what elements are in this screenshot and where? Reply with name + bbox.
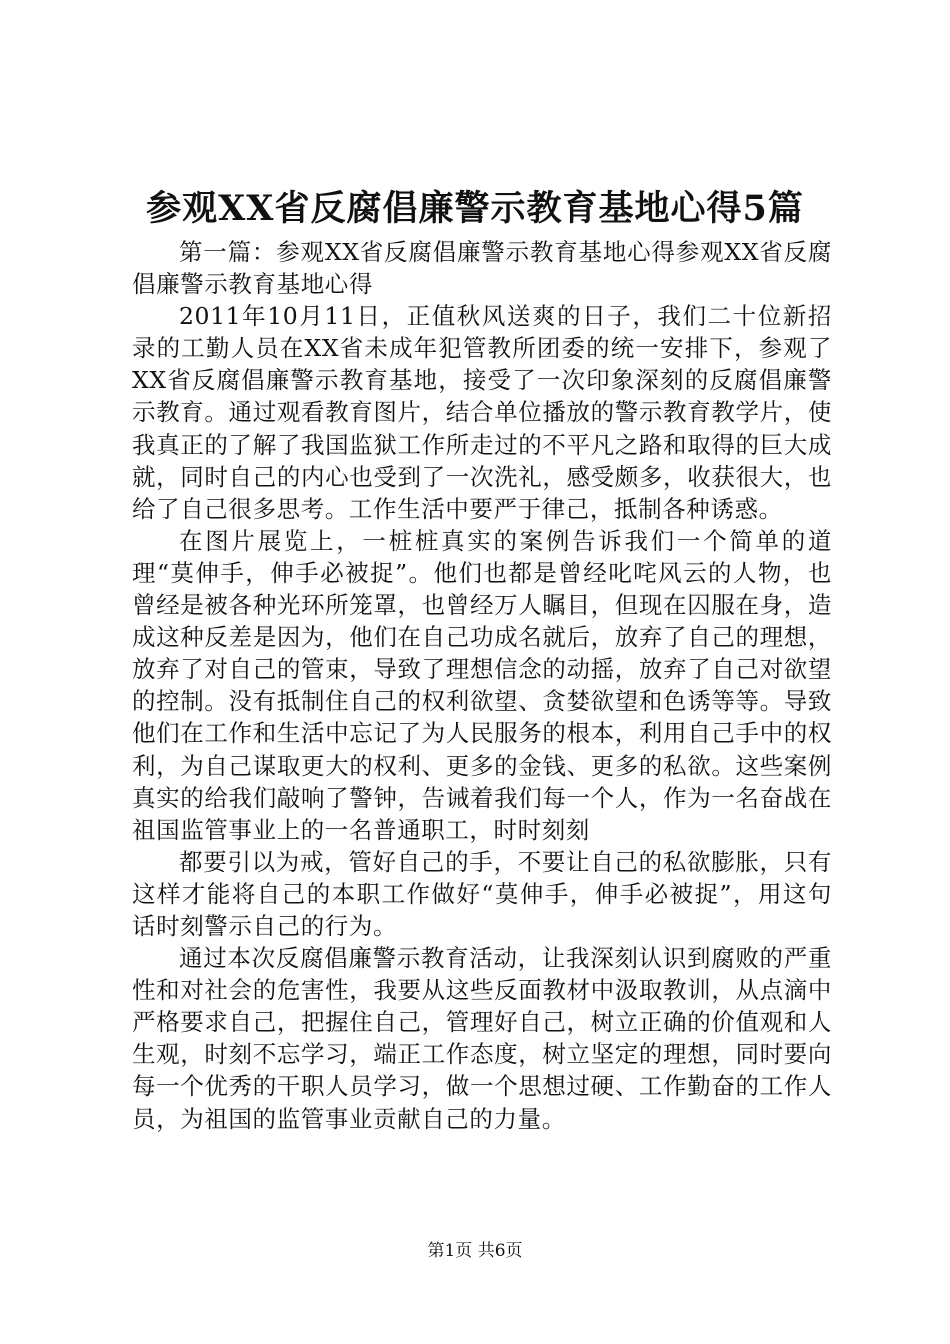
paragraph-5: 通过本次反腐倡廉警示教育活动，让我深刻认识到腐败的严重性和对社会的危害性，我要从这些反面教材中汲取教训，从点滴中严格要求自己，把握住自己，管理好自己，树立正确的价值观和人生观，时刻不忘学习，端正工作态度，树立坚定的理想，同时要向每一个优秀的干职人员学习，做一个思想过硬、工作勤奋的工作人员，为祖国的监管事业贡献自己的力量。 — [132, 944, 832, 1133]
paragraph-1: 第一篇：参观XX省反腐倡廉警示教育基地心得参观XX省反腐倡廉警示教育基地心得 — [132, 238, 832, 299]
page-footer: 第1页 共6页 — [427, 1241, 523, 1261]
paragraph-4: 都要引以为戒，管好自己的手，不要让自己的私欲膨胀，只有这样才能将自己的本职工作做好“莫伸手，伸手必被捉”，用这句话时刻警示自己的行为。 — [132, 847, 832, 940]
document-body — [132, 236, 832, 1135]
document-title: 参观XX省反腐倡廉警示教育基地心得5篇 — [146, 188, 804, 229]
paragraph-2: 2011年10月11日，正值秋风送爽的日子，我们二十位新招录的工勤人员在XX省未成年犯管教所团委的统一安排下，参观了XX省反腐倡廉警示教育基地，接受了一次印象深刻的反腐倡廉警示教育。通过观看教育图片，结合单位播放的警示教育教学片，使我真正的了解了我国监狱工作所走过的不平凡之路和取得的巨大成就，同时自己的内心也受到了一次洗礼，感受颇多，收获很大，也给了自己很多思考。工作生活中要严于律己，抵制各种诱惑。 — [132, 302, 832, 523]
paragraph-3: 在图片展览上，一桩桩真实的案例告诉我们一个简单的道理“莫伸手，伸手必被捉”。他们也都是曾经叱咤风云的人物，也曾经是被各种光环所笼罩，也曾经万人瞩目，但现在囚服在身，造成这种反差是因为，他们在自己功成名就后，放弃了自己的理想，放弃了对自己的管束，导致了理想信念的动摇，放弃了自己对欲望的控制。没有抵制住自己的权利欲望、贪婪欲望和色诱等等。导致他们在工作和生活中忘记了为人民服务的根本，利用自己手中的权利，为自己谋取更大的权利、更多的金钱、更多的私欲。这些案例真实的给我们敲响了警钟，告诫着我们每一个人，作为一名奋战在祖国监管事业上的一名普通职工，时时刻刻 — [132, 526, 832, 844]
